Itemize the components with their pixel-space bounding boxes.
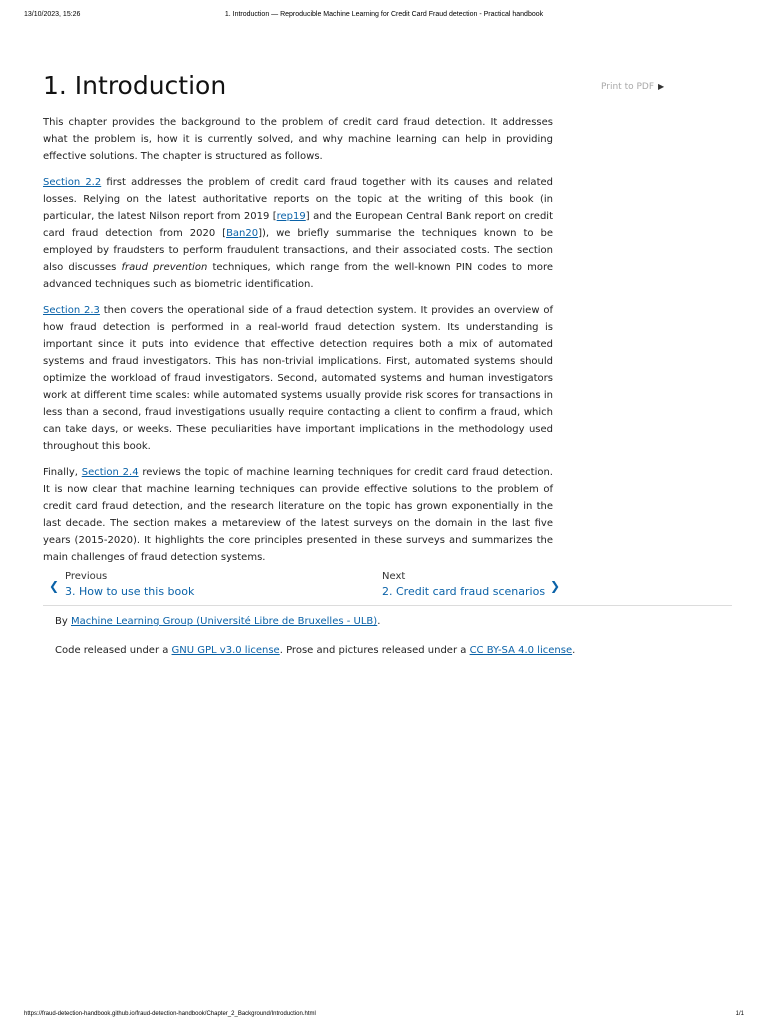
previous-title: 3. How to use this book <box>65 585 195 598</box>
code-license-text: Code released under a <box>55 645 172 656</box>
citation-rep19-link[interactable]: rep19 <box>276 211 306 222</box>
intro-paragraph: This chapter provides the background to the problem of credit card fraud detection. It addresses what the problem is, how it is currently solved, and why machine learning can help in providing effective solutions. The chapter is structured as follows. <box>43 117 553 162</box>
paragraph-text: techniques, which range from the well-known PIN codes to more advanced techniques such as biometric identification. <box>43 262 553 290</box>
cc-license-link[interactable]: CC BY-SA 4.0 license <box>469 645 573 656</box>
by-end-text: . <box>377 616 381 627</box>
print-page-number: 1/1 <box>735 1011 744 1017</box>
paragraph-text: ] and the European Central Bank report on credit card fraud detection from 2020 [ <box>43 211 553 239</box>
section-2-4-link[interactable]: Section 2.4 <box>81 467 139 478</box>
prose-license-text: . Prose and pictures released under a <box>279 645 470 656</box>
license-line <box>55 642 655 659</box>
print-to-pdf-label: Print to PDF <box>601 82 654 92</box>
section-2-4-paragraph <box>43 464 553 566</box>
paragraph-text: ]), we briefly summarise the techniques known to be employed by fraudsters to perform fraudulent transactions, and their associated costs. The section also discusses <box>43 228 553 273</box>
license-end-text: . <box>572 645 576 656</box>
chevron-right-icon[interactable]: ❯ <box>550 579 561 593</box>
previous-label: Previous <box>65 571 108 582</box>
gpl-license-link[interactable]: GNU GPL v3.0 license <box>171 645 280 656</box>
next-title: 2. Credit card fraud scenarios <box>382 585 546 598</box>
print-document-title: 1. Introduction — Reproducible Machine Learning for Credit Card Fraud detection - Practical handbook <box>224 11 544 18</box>
by-text: By <box>55 616 71 627</box>
chevron-left-icon: ❮ <box>49 579 60 593</box>
section-2-2-link[interactable]: Section 2.2 <box>43 177 102 188</box>
next-label: Next <box>382 571 406 582</box>
print-to-pdf-button[interactable] <box>601 82 664 92</box>
print-url: https://fraud-detection-handbook.github.io/fraud-detection-handbook/Chapter_2_Background/Introduction.html <box>24 1011 316 1017</box>
page-title: 1. Introduction <box>43 71 227 100</box>
next-page-link[interactable] <box>382 570 545 599</box>
prev-next-navigation <box>43 570 559 602</box>
page-footer <box>55 613 655 671</box>
footer-divider <box>43 605 732 606</box>
section-2-3-link[interactable]: Section 2.3 <box>43 305 100 316</box>
author-line <box>55 613 655 630</box>
caret-right-icon: ▶ <box>658 82 665 91</box>
citation-ban20-link[interactable]: Ban20 <box>226 228 259 239</box>
section-2-3-paragraph <box>43 302 553 455</box>
paragraph-text: reviews the topic of machine learning techniques for credit card fraud detection. It is now clear that machine learning techniques can provide effective solutions to the problem of credit card fraud detection, and the research literature on the topic has grown exponentially in the last decade. The section makes a metareview of the latest surveys on the domain in the last five years (2015-2020). It highlights the core principles presented in these surveys and summarizes the main challenges of fraud detection systems. <box>43 467 553 563</box>
main-content <box>43 70 553 575</box>
previous-page-link[interactable] <box>49 570 194 599</box>
print-datetime: 13/10/2023, 15:26 <box>24 11 81 18</box>
paragraph-text: Finally, <box>43 467 82 478</box>
author-link[interactable]: Machine Learning Group (Université Libre de Bruxelles - ULB) <box>70 616 378 627</box>
emphasis-fraud-prevention: fraud prevention <box>121 262 208 273</box>
paragraph-text: then covers the operational side of a fraud detection system. It provides an overview of how fraud detection is performed in a real-world fraud detection system. Its understanding is important since it puts into evidence that effective detection requires both a mix of automated systems and fraud investigators. This has non-trivial implications. First, automated systems should optimize the workload of fraud investigators. Second, automated systems and human investigators work at different time scales: while automated systems usually provide risk scores for transactions in less than a second, fraud investigations usually require contacting a client to confirm a fraud, which can take days, or weeks. These peculiarities have important implications in the methodology used throughout this book. <box>43 305 553 452</box>
section-2-2-paragraph <box>43 174 553 293</box>
paragraph-text: first addresses the problem of credit card fraud together with its causes and related losses. Relying on the latest authoritative reports on the topic at the writing of this book (in particular, the latest Nilson report from 2019 [ <box>43 177 553 222</box>
